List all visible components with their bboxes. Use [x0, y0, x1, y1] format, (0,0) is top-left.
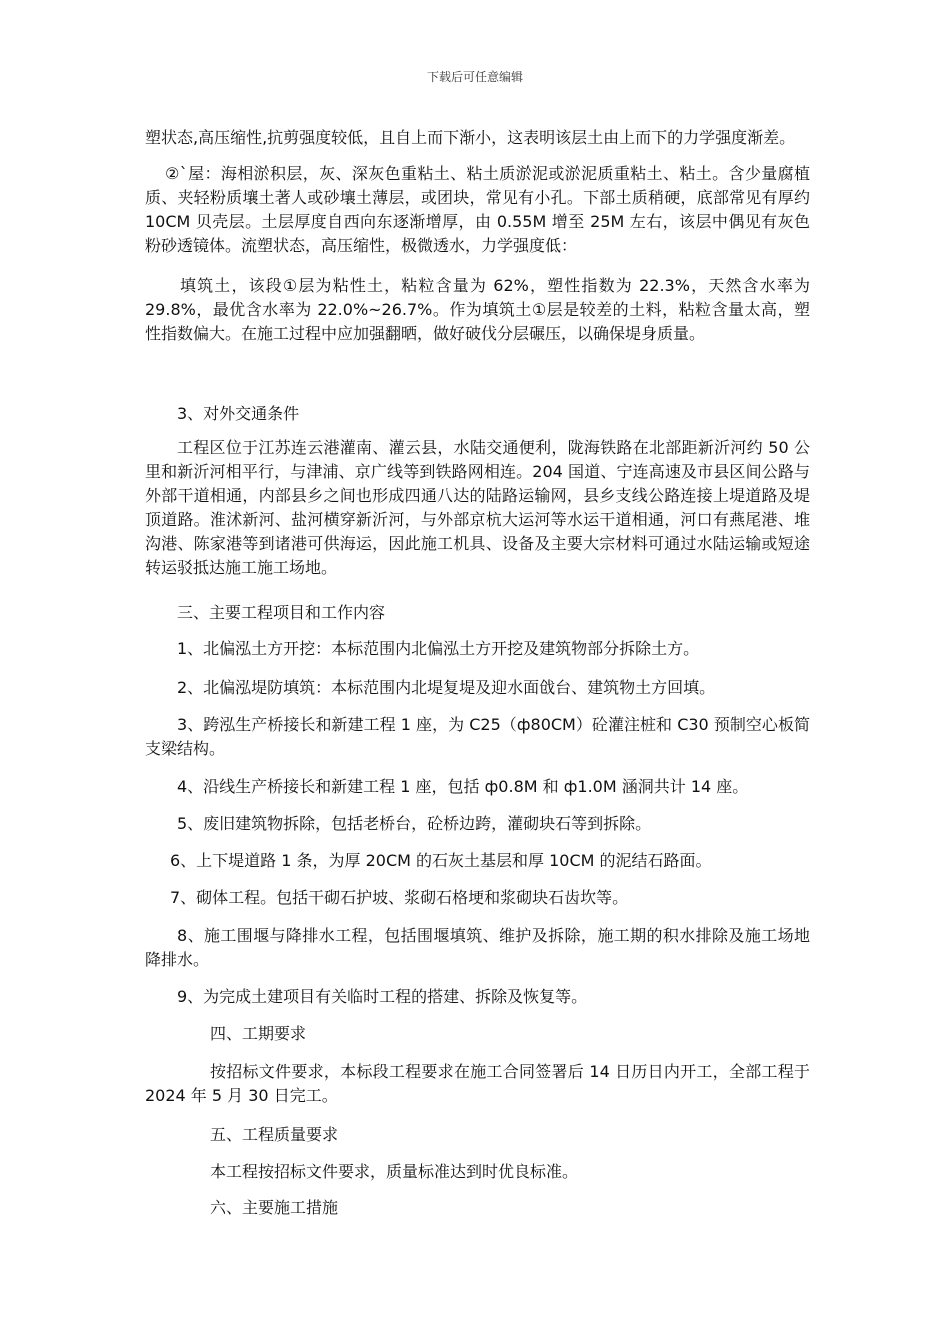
paragraph-schedule: 按招标文件要求，本标段工程要求在施工合同签署后 14 日历日内开工，全部工程于 2024 年 5 月 30 日完工。	[145, 1062, 810, 1105]
page-header: 下载后可任意编辑	[426, 70, 523, 84]
heading-quality: 五、工程质量要求	[210, 1125, 339, 1144]
paragraph-traffic-conditions: 工程区位于江苏连云港灌南、灌云县，水陆交通便利，陇海铁路在北部距新沂河约 50 公里和新沂河相平行，与津浦、京广线等到铁路网相连。204 国道、宁连高速及市县区间公路与外部干道相通，内部县乡之间也形成四通八达的陆路运输网，县乡支线公路连接上堤道路及堤顶道路。淮沭新河、盐河横穿新沂河，与外部京杭大运河等水运干道相通，河口有燕尾港、堆沟港、陈家港等到诸港可供海运，因此施工机具、设备及主要大宗材料可通过水陆运输或短途转运驳抵达施工施工场地。	[145, 438, 810, 577]
heading-external-traffic: 3、对外交通条件	[177, 404, 300, 423]
list-item-2: 2、北偏泓堤防填筑：本标范围内北堤复堤及迎水面戗台、建筑物土方回填。	[177, 678, 716, 697]
paragraph-fill-soil: 填筑土，该段①层为粘性土，粘粒含量为 62%，塑性指数为 22.3%，天然含水率为 29.8%，最优含水率为 22.0%~26.7%。作为填筑土①层是较差的土料，粘粒含量太高，塑性指数偏大。在施工过程中应加强翻晒，做好破伐分层碾压，以确保堤身质量。	[145, 276, 810, 343]
heading-main-items: 三、主要工程项目和工作内容	[177, 603, 386, 622]
list-item-3: 3、跨泓生产桥接长和新建工程 1 座，为 C25（ф80CM）砼灌注桩和 C30 预制空心板简支梁结构。	[145, 715, 810, 758]
paragraph-layer-2: ②`屋：海相淤积层，灰、深灰色重粘土、粘土质淤泥或淤泥质重粘土、粘土。含少量腐植质、夹轻粉质壤土著人或砂壤土薄层，或团块，常见有小孔。下部土质稍硬，底部常见有厚约 10CM 贝壳层。土层厚度自西向东逐渐增厚，由 0.55M 增至 25M 左右，该层中偶见有灰色粉砂透镜体。流塑状态，高压缩性，极微透水，力学强度低：	[145, 164, 810, 255]
list-item-6: 6、上下堤道路 1 条，为厚 20CM 的石灰土基层和厚 10CM 的泥结石路面。	[170, 851, 712, 870]
heading-construction-measures: 六、主要施工措施	[210, 1198, 339, 1217]
list-item-8: 8、施工围堰与降排水工程，包括围堰填筑、维护及拆除，施工期的积水排除及施工场地降排水。	[145, 926, 810, 969]
paragraph-quality: 本工程按招标文件要求，质量标准达到时优良标准。	[210, 1162, 579, 1181]
paragraph-soil-plastic-state: 塑状态,高压缩性,抗剪强度较低，且自上而下渐小，这表明该层土由上而下的力学强度渐差。	[145, 128, 796, 147]
list-item-1: 1、北偏泓土方开挖：本标范围内北偏泓土方开挖及建筑物部分拆除土方。	[177, 639, 700, 658]
list-item-9: 9、为完成土建项目有关临时工程的搭建、拆除及恢复等。	[177, 987, 588, 1006]
list-item-7: 7、砌体工程。包括干砌石护坡、浆砌石格埂和浆砌块石齿坎等。	[170, 888, 629, 907]
heading-schedule: 四、工期要求	[210, 1024, 307, 1043]
list-item-4: 4、沿线生产桥接长和新建工程 1 座，包括 ф0.8M 和 ф1.0M 涵洞共计 14 座。	[177, 777, 749, 796]
list-item-5: 5、废旧建筑物拆除，包括老桥台，砼桥边跨，灌砌块石等到拆除。	[177, 814, 652, 833]
